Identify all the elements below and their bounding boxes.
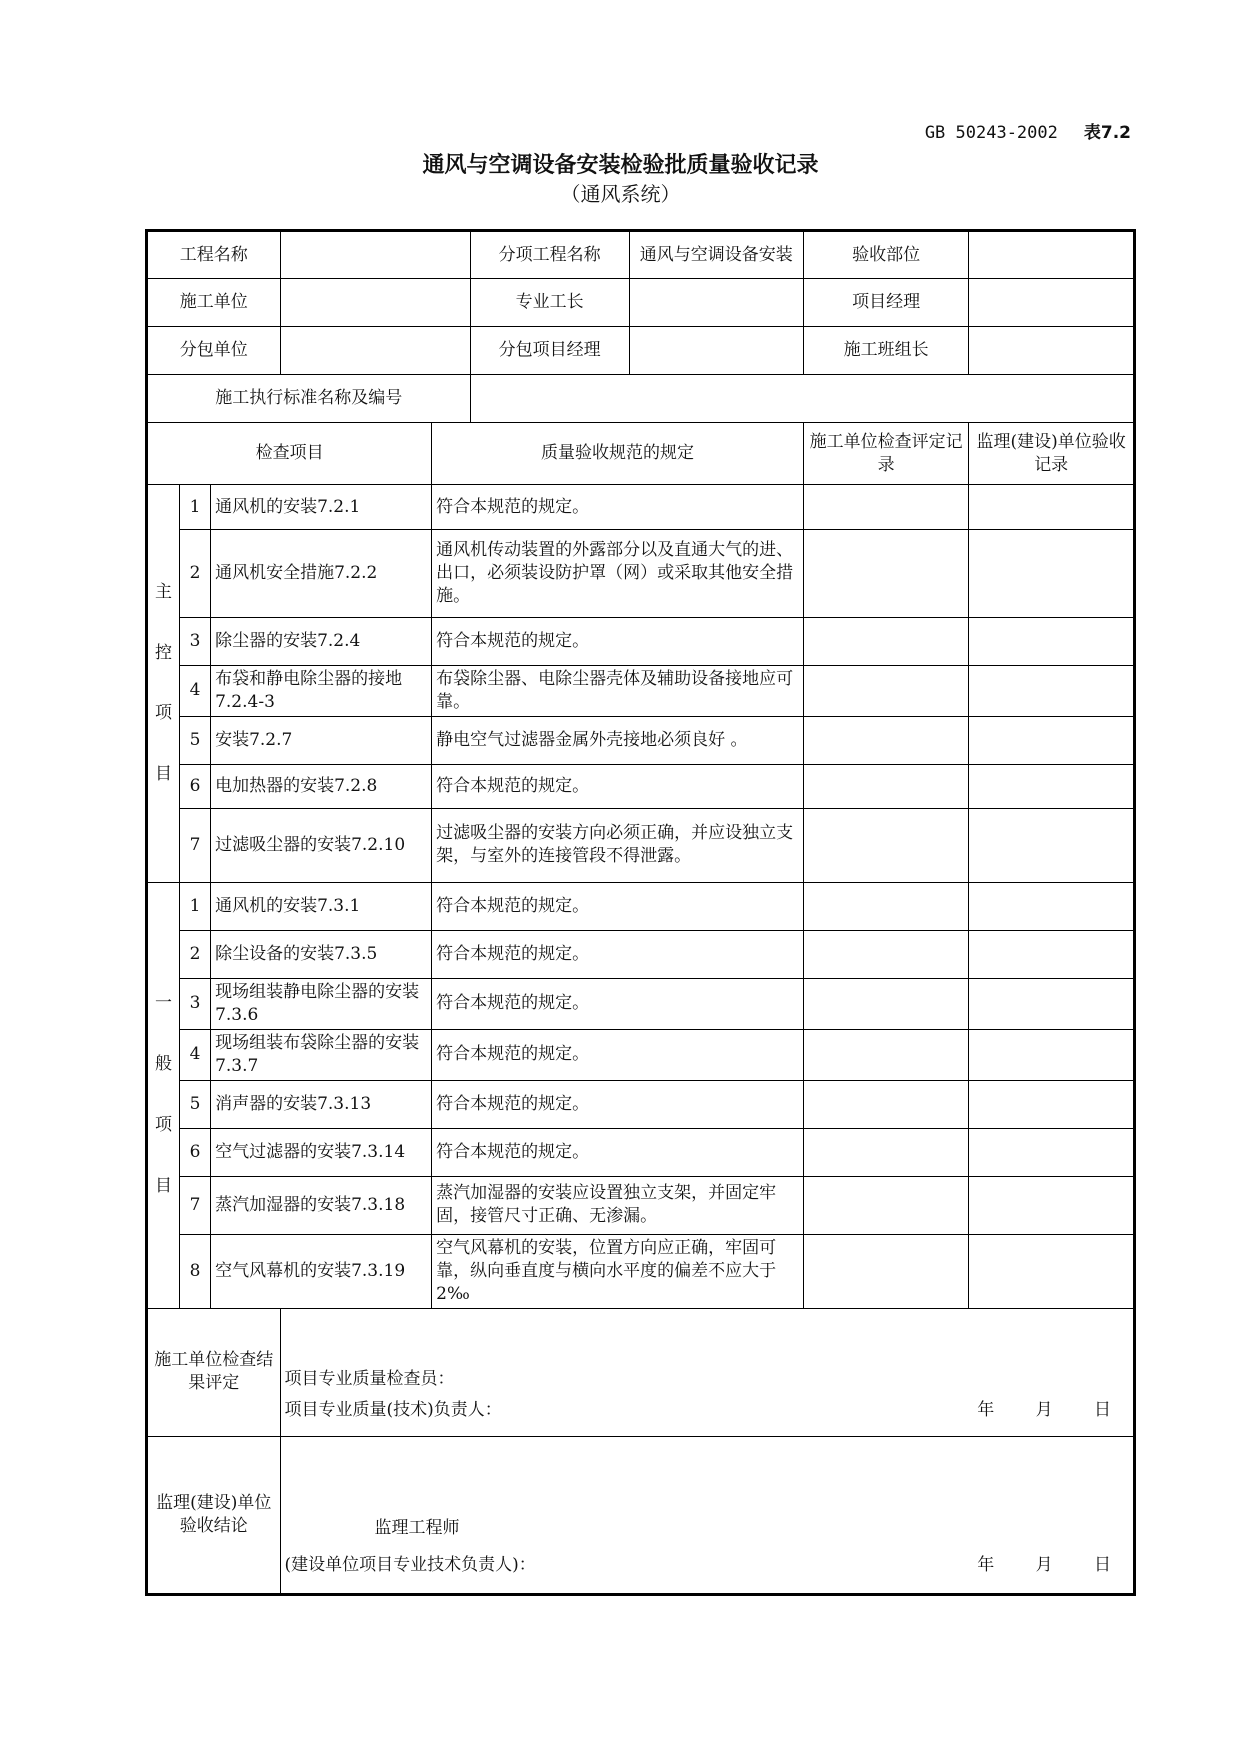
- accept-part-label: 验收部位: [803, 231, 969, 279]
- supervisor-record-cell[interactable]: [969, 808, 1135, 882]
- contractor-record-cell[interactable]: [803, 882, 969, 930]
- item-number: 6: [180, 1128, 211, 1176]
- contractor-record-cell[interactable]: [803, 530, 969, 618]
- sub-project-value[interactable]: 通风与空调设备安装: [629, 231, 803, 279]
- item-number: 7: [180, 808, 211, 882]
- sub-pm-field[interactable]: [629, 327, 803, 375]
- general-item-row: [147, 1234, 1135, 1308]
- supervisor-record-cell[interactable]: [969, 1234, 1135, 1308]
- contractor-record-cell[interactable]: [803, 764, 969, 808]
- item-name: 现场组装布袋除尘器的安装7.3.7: [211, 1029, 432, 1080]
- info-row-4: [147, 375, 1135, 423]
- main-item-row: [147, 808, 1135, 882]
- group-char: 目: [155, 1176, 173, 1197]
- item-spec: 布袋除尘器、电除尘器壳体及辅助设备接地应可靠。: [432, 666, 804, 717]
- contractor-record-cell[interactable]: [803, 1176, 969, 1234]
- item-number: 7: [180, 1176, 211, 1234]
- pm-field[interactable]: [969, 279, 1135, 327]
- supervisor-record-cell[interactable]: [969, 764, 1135, 808]
- subcontractor-field[interactable]: [280, 327, 470, 375]
- group-char: 项: [155, 1115, 173, 1136]
- sub-project-label: 分项工程名称: [470, 231, 629, 279]
- supervisor-record-cell[interactable]: [969, 1029, 1135, 1080]
- item-spec: 过滤吸尘器的安装方向必须正确，并应设独立支架，与室外的连接管段不得泄露。: [432, 808, 804, 882]
- info-row-2: [147, 279, 1135, 327]
- main-item-row: [147, 666, 1135, 717]
- engineer-label: 监理工程师: [374, 1517, 460, 1538]
- contractor-record-cell[interactable]: [803, 1029, 969, 1080]
- item-name: 除尘器的安装7.2.4: [211, 618, 432, 666]
- main-item-row: [147, 618, 1135, 666]
- contractor-record-cell[interactable]: [803, 618, 969, 666]
- item-number: 2: [180, 930, 211, 978]
- contractor-record-cell[interactable]: [803, 666, 969, 717]
- group-char: 项: [155, 703, 173, 724]
- item-spec: 符合本规范的规定。: [432, 485, 804, 530]
- column-header-row: [147, 423, 1135, 485]
- item-spec: 符合本规范的规定。: [432, 1029, 804, 1080]
- supervisor-record-cell[interactable]: [969, 1176, 1135, 1234]
- owner-tech-line: [285, 1554, 1130, 1577]
- col-supervisor-record-header: 监理(建设)单位验收记录: [969, 423, 1135, 485]
- supervisor-record-cell[interactable]: [969, 666, 1135, 717]
- item-spec: 通风机传动装置的外露部分以及直通大气的进、出口，必须装设防护罩（网）或采取其他安全措施。: [432, 530, 804, 618]
- general-item-row: [147, 1029, 1135, 1080]
- item-name: 空气风幕机的安装7.3.19: [211, 1234, 432, 1308]
- item-name: 蒸汽加湿器的安装7.3.18: [211, 1176, 432, 1234]
- acceptance-form: [145, 229, 1136, 1596]
- item-number: 1: [180, 485, 211, 530]
- item-number: 3: [180, 978, 211, 1029]
- accept-part-field[interactable]: [969, 231, 1135, 279]
- item-number: 5: [180, 1080, 211, 1128]
- standard-field[interactable]: [470, 375, 1134, 423]
- page-title: 通风与空调设备安装检验批质量验收记录: [422, 153, 819, 178]
- item-spec: 空气风幕机的安装，位置方向应正确，牢固可靠，纵向垂直度与横向水平度的偏差不应大于2‰: [432, 1234, 804, 1308]
- group-char: 主: [155, 581, 173, 602]
- item-number: 4: [180, 1029, 211, 1080]
- supervisor-conclusion-field[interactable]: [280, 1436, 1135, 1594]
- item-name: 过滤吸尘器的安装7.2.10: [211, 808, 432, 882]
- contractor-record-cell[interactable]: [803, 978, 969, 1029]
- general-item-row: [147, 978, 1135, 1029]
- supervisor-record-cell[interactable]: [969, 1128, 1135, 1176]
- item-number: 6: [180, 764, 211, 808]
- item-name: 现场组装静电除尘器的安装7.3.6: [211, 978, 432, 1029]
- group-char: 控: [155, 642, 173, 663]
- item-spec: 符合本规范的规定。: [432, 1128, 804, 1176]
- item-spec: 符合本规范的规定。: [432, 618, 804, 666]
- general-item-row: [147, 1080, 1135, 1128]
- contractor-result-row: [147, 1308, 1135, 1436]
- contractor-label: 施工单位: [147, 279, 281, 327]
- item-spec: 符合本规范的规定。: [432, 978, 804, 1029]
- main-item-row: [147, 485, 1135, 530]
- pm-label: 项目经理: [803, 279, 969, 327]
- item-number: 8: [180, 1234, 211, 1308]
- inspector-label: 项目专业质量检查员：: [284, 1368, 455, 1389]
- owner-tech-label: (建设单位项目专业技术负责人)：: [284, 1554, 536, 1575]
- standard-code-text: GB 50243-2002: [924, 123, 1058, 143]
- contractor-record-cell[interactable]: [803, 485, 969, 530]
- item-name: 通风机的安装7.2.1: [211, 485, 432, 530]
- general-items-group-label: [147, 882, 180, 1308]
- group-char: 目: [155, 764, 173, 785]
- group-char: 般: [155, 1054, 173, 1075]
- main-item-row: [147, 716, 1135, 764]
- general-item-row: [147, 1128, 1135, 1176]
- contractor-result-label: 施工单位检查结果评定: [147, 1308, 281, 1436]
- supervisor-record-cell[interactable]: [969, 882, 1135, 930]
- supervisor-record-cell[interactable]: [969, 530, 1135, 618]
- group-char: 一: [155, 993, 173, 1014]
- item-number: 2: [180, 530, 211, 618]
- foreman-label: 专业工长: [470, 279, 629, 327]
- info-row-1: [147, 231, 1135, 279]
- item-name: 电加热器的安装7.2.8: [211, 764, 432, 808]
- item-number: 1: [180, 882, 211, 930]
- item-number: 4: [180, 666, 211, 717]
- item-name: 除尘设备的安装7.3.5: [211, 930, 432, 978]
- main-items-group-label: [147, 485, 180, 883]
- tech-lead-line: [285, 1399, 1130, 1422]
- contractor-record-cell[interactable]: [803, 1080, 969, 1128]
- subcontractor-label: 分包单位: [147, 327, 281, 375]
- standard-code: [925, 118, 1131, 143]
- col-contractor-record-header: 施工单位检查评定记录: [803, 423, 969, 485]
- item-number: 5: [180, 716, 211, 764]
- standard-label: 施工执行标准名称及编号: [147, 375, 471, 423]
- table-number: 表7.2: [1083, 123, 1131, 143]
- item-spec: 符合本规范的规定。: [432, 930, 804, 978]
- contractor-record-cell[interactable]: [803, 1234, 969, 1308]
- item-name: 通风机的安装7.3.1: [211, 882, 432, 930]
- supervisor-conclusion-row: [147, 1436, 1135, 1594]
- supervisor-record-cell[interactable]: [969, 978, 1135, 1029]
- supervisor-record-cell[interactable]: [969, 930, 1135, 978]
- general-item-row: [147, 1176, 1135, 1234]
- col-spec-header: 质量验收规范的规定: [432, 423, 804, 485]
- team-leader-label: 施工班组长: [803, 327, 969, 375]
- main-item-row: [147, 530, 1135, 618]
- contractor-record-cell[interactable]: [803, 808, 969, 882]
- foreman-field[interactable]: [629, 279, 803, 327]
- info-row-3: [147, 327, 1135, 375]
- item-spec: 符合本规范的规定。: [432, 764, 804, 808]
- project-name-field[interactable]: [280, 231, 470, 279]
- date-label: 年 月 日: [977, 1399, 1129, 1420]
- date-label: 年 月 日: [977, 1554, 1129, 1575]
- item-name: 安装7.2.7: [211, 716, 432, 764]
- item-spec: 静电空气过滤器金属外壳接地必须良好 。: [432, 716, 804, 764]
- col-item-header: 检查项目: [147, 423, 432, 485]
- supervisor-record-cell[interactable]: [969, 485, 1135, 530]
- project-name-label: 工程名称: [147, 231, 281, 279]
- supervisor-conclusion-label: 监理(建设)单位验收结论: [147, 1436, 281, 1594]
- supervisor-record-cell[interactable]: [969, 716, 1135, 764]
- item-spec: 符合本规范的规定。: [432, 882, 804, 930]
- item-spec: 符合本规范的规定。: [432, 1080, 804, 1128]
- sub-pm-label: 分包项目经理: [470, 327, 629, 375]
- item-name: 消声器的安装7.3.13: [211, 1080, 432, 1128]
- general-item-row: [147, 930, 1135, 978]
- contractor-result-field[interactable]: [280, 1308, 1135, 1436]
- page-subtitle: （通风系统）: [560, 182, 681, 206]
- item-name: 布袋和静电除尘器的接地7.2.4-3: [211, 666, 432, 717]
- contractor-record-cell[interactable]: [803, 716, 969, 764]
- item-spec: 蒸汽加湿器的安装应设置独立支架，并固定牢固，接管尺寸正确、无渗漏。: [432, 1176, 804, 1234]
- contractor-record-cell[interactable]: [803, 1128, 969, 1176]
- general-item-row: [147, 882, 1135, 930]
- item-number: 3: [180, 618, 211, 666]
- item-name: 通风机安全措施7.2.2: [211, 530, 432, 618]
- main-item-row: [147, 764, 1135, 808]
- item-name: 空气过滤器的安装7.3.14: [211, 1128, 432, 1176]
- supervisor-record-cell[interactable]: [969, 1080, 1135, 1128]
- contractor-record-cell[interactable]: [803, 930, 969, 978]
- tech-lead-label: 项目专业质量(技术)负责人：: [284, 1399, 502, 1420]
- contractor-field[interactable]: [280, 279, 470, 327]
- team-leader-field[interactable]: [969, 327, 1135, 375]
- supervisor-record-cell[interactable]: [969, 618, 1135, 666]
